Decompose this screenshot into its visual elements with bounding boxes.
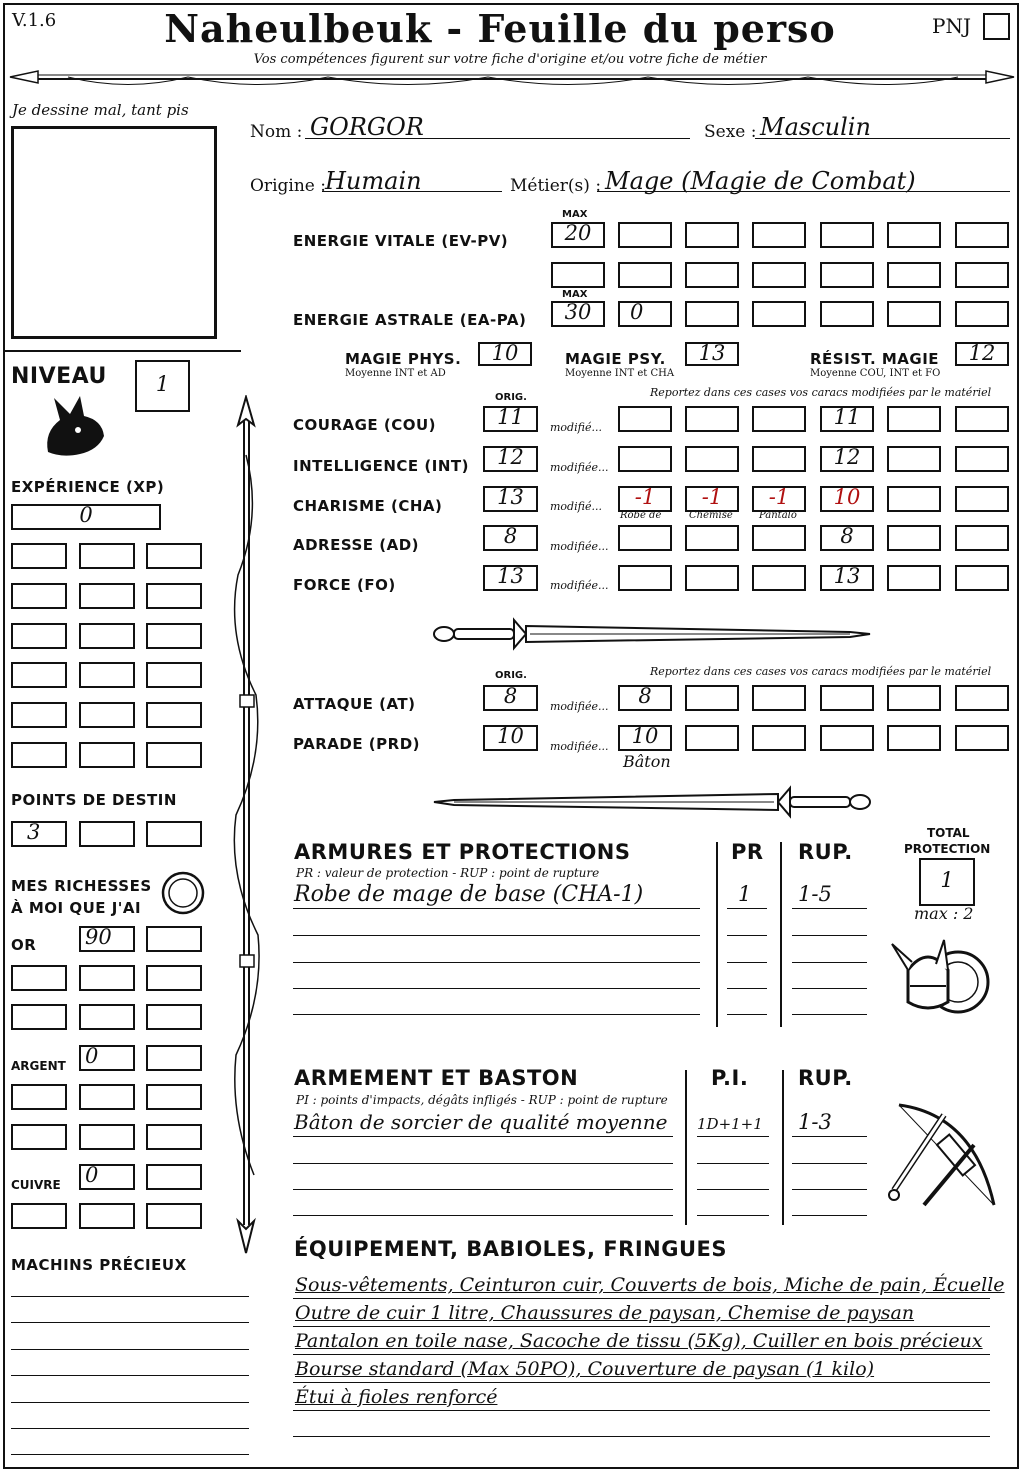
magie-psy-note: Moyenne INT et CHA xyxy=(565,368,675,379)
stat-mod-box[interactable] xyxy=(955,565,1009,591)
stat-orig-fo[interactable]: 13 xyxy=(483,565,538,591)
cha-mod-chemise[interactable]: -1 xyxy=(685,486,739,512)
dragon-head-icon xyxy=(40,392,110,462)
page-title: Naheulbeuk - Feuille du perso xyxy=(164,6,836,51)
equipment-rule xyxy=(293,1382,990,1383)
xp-grid-box[interactable] xyxy=(146,662,202,688)
stat-orig-cha[interactable]: 13 xyxy=(483,486,538,512)
at-mod-box[interactable] xyxy=(752,685,806,711)
destin-box[interactable] xyxy=(79,821,135,847)
armor-line xyxy=(792,988,867,989)
armor-item[interactable]: Robe de mage de base (CHA-1) xyxy=(294,882,644,907)
stat-mod-label: modifié... xyxy=(550,500,602,513)
resist-magie-label: RÉSIST. MAGIE xyxy=(810,350,940,368)
ev-box[interactable] xyxy=(685,222,739,248)
cuivre-box[interactable] xyxy=(146,1164,202,1190)
equipment-line[interactable]: Outre de cuir 1 litre, Chaussures de paysan, Chemise de paysan xyxy=(295,1302,915,1324)
stat-mod-box[interactable] xyxy=(887,565,941,591)
metier-label: Métier(s) : xyxy=(510,176,602,196)
ea-max-box[interactable]: 30 xyxy=(551,301,605,327)
machins-line xyxy=(11,1375,249,1376)
ea-box[interactable] xyxy=(820,301,874,327)
stat-label-fo: FORCE (FO) xyxy=(293,576,396,594)
cuivre-box[interactable]: 0 xyxy=(79,1164,135,1190)
armor-line xyxy=(727,1014,767,1015)
total-protection-label: TOTAL xyxy=(927,826,970,840)
weapons-line xyxy=(293,1136,673,1137)
at-orig-box[interactable]: 8 xyxy=(483,685,538,711)
weapons-line xyxy=(697,1136,769,1137)
cuivre-box[interactable] xyxy=(11,1203,67,1229)
cha-mod-note: Pantalo xyxy=(759,510,797,521)
total-protection-label: PROTECTION xyxy=(904,842,991,856)
stat-mod-box[interactable] xyxy=(685,525,739,551)
equipment-line[interactable]: Pantalon en toile nase, Sacoche de tissu (5Kg), Cuiller en bois précieux xyxy=(295,1330,983,1352)
weapons-item[interactable]: Bâton de sorcier de qualité moyenne xyxy=(294,1110,668,1134)
destin-box[interactable]: 3 xyxy=(11,821,67,847)
nom-field[interactable]: GORGOR xyxy=(310,113,424,141)
argent-box[interactable] xyxy=(79,1124,135,1150)
ea-box[interactable] xyxy=(752,301,806,327)
equipment-rule xyxy=(293,1298,990,1299)
xp-grid-box[interactable] xyxy=(79,583,135,609)
xp-grid-box[interactable] xyxy=(11,583,67,609)
prd-final-box[interactable]: 10 xyxy=(618,725,672,751)
ea-label: ENERGIE ASTRALE (EA-PA) xyxy=(293,311,527,329)
stat-orig-ad[interactable]: 8 xyxy=(483,525,538,551)
magie-psy-box[interactable]: 13 xyxy=(685,342,739,366)
armor-item-pr[interactable]: 1 xyxy=(738,882,752,906)
armor-divider xyxy=(716,842,718,1027)
stat-label-int: INTELLIGENCE (INT) xyxy=(293,457,469,475)
equipment-rule xyxy=(293,1436,990,1437)
stat-mod-box[interactable] xyxy=(955,486,1009,512)
at-label: ATTAQUE (AT) xyxy=(293,695,416,713)
stat-final-ad[interactable]: 8 xyxy=(820,525,874,551)
ev-box[interactable] xyxy=(887,262,941,288)
stat-mod-box[interactable] xyxy=(955,446,1009,472)
prd-mod-box[interactable] xyxy=(955,725,1009,751)
ev-box[interactable] xyxy=(820,262,874,288)
cha-mod-note: Robe de xyxy=(620,510,662,521)
ev-box[interactable] xyxy=(752,222,806,248)
equipment-line[interactable]: Sous-vêtements, Ceinturon cuir, Couverts de bois, Miche de pain, Écuelle xyxy=(295,1274,1005,1296)
magie-phys-box[interactable]: 10 xyxy=(478,342,532,366)
magie-phys-note: Moyenne INT et AD xyxy=(345,368,446,379)
machins-line xyxy=(11,1296,249,1297)
staff-icon xyxy=(224,395,268,1255)
weapons-line xyxy=(792,1136,867,1137)
armor-divider xyxy=(780,842,782,1027)
stat-mod-box[interactable] xyxy=(618,565,672,591)
magie-phys-label: MAGIE PHYS. xyxy=(345,350,462,368)
total-protection-max: max : 2 xyxy=(914,904,974,923)
stat-mod-box[interactable] xyxy=(752,565,806,591)
sexe-label: Sexe : xyxy=(704,122,757,142)
origine-label: Origine : xyxy=(250,176,326,196)
equipment-rule xyxy=(293,1354,990,1355)
ev-label: ENERGIE VITALE (EV-PV) xyxy=(293,232,509,250)
armor-line xyxy=(792,935,867,936)
weapons-line xyxy=(697,1189,769,1190)
argent-box[interactable] xyxy=(79,1084,135,1110)
armor-line xyxy=(727,962,767,963)
helmet-shield-icon xyxy=(888,930,996,1030)
at-mod-label: modifiée... xyxy=(550,700,609,713)
spear-divider-icon xyxy=(8,64,1016,94)
xp-box[interactable]: 0 xyxy=(11,504,161,530)
resist-magie-note: Moyenne COU, INT et FO xyxy=(810,368,941,379)
cha-mod-pantalon[interactable]: -1 xyxy=(752,486,806,512)
argent-box[interactable] xyxy=(146,1124,202,1150)
or-label: OR xyxy=(11,936,37,954)
prd-mod-box[interactable] xyxy=(752,725,806,751)
left-divider xyxy=(3,350,241,352)
stat-orig-cou[interactable]: 11 xyxy=(483,406,538,432)
stat-mod-box[interactable] xyxy=(752,446,806,472)
stat-mod-box[interactable] xyxy=(618,446,672,472)
prd-label: PARADE (PRD) xyxy=(293,735,421,753)
ev-box[interactable] xyxy=(618,262,672,288)
cha-mod-robe[interactable]: -1 xyxy=(618,486,672,512)
pnj-label: PNJ xyxy=(932,14,971,38)
armor-line xyxy=(792,908,867,909)
ev-box[interactable] xyxy=(820,222,874,248)
weapons-line xyxy=(792,1189,867,1190)
stat-mod-box[interactable] xyxy=(618,406,672,432)
equipment-title: ÉQUIPEMENT, BABIOLES, FRINGUES xyxy=(294,1237,727,1261)
equipment-line[interactable]: Étui à fioles renforcé xyxy=(295,1386,498,1408)
ev-max-label: MAX xyxy=(562,209,588,220)
origine-field[interactable]: Humain xyxy=(325,167,422,195)
stat-mod-box[interactable] xyxy=(887,486,941,512)
stat-label-cha: CHARISME (CHA) xyxy=(293,497,443,515)
armor-rup-header: RUP. xyxy=(798,840,853,864)
ev-box[interactable] xyxy=(955,262,1009,288)
ea-box[interactable] xyxy=(685,301,739,327)
or-box[interactable] xyxy=(79,1004,135,1030)
prd-mod-box[interactable] xyxy=(887,725,941,751)
pnj-checkbox[interactable] xyxy=(983,13,1010,40)
total-protection-box[interactable]: 1 xyxy=(919,858,975,906)
armor-pr-header: PR xyxy=(731,840,764,864)
stat-final-fo[interactable]: 13 xyxy=(820,565,874,591)
machins-line xyxy=(11,1428,249,1429)
prd-mod-box[interactable] xyxy=(685,725,739,751)
richesses-label: À MOI QUE J'AI xyxy=(11,899,142,917)
prd-orig-box[interactable]: 10 xyxy=(483,725,538,751)
armor-line xyxy=(727,935,767,936)
machins-line xyxy=(11,1402,249,1403)
argent-box[interactable]: 0 xyxy=(79,1045,135,1071)
page-subtitle: Vos compétences figurent sur votre fiche d'origine et/ou votre fiche de métier xyxy=(253,52,767,67)
cuivre-box[interactable] xyxy=(146,1203,202,1229)
stat-mod-box[interactable] xyxy=(752,406,806,432)
orig-label: ORIG. xyxy=(495,670,527,681)
stat-mod-box[interactable] xyxy=(685,446,739,472)
ea-box[interactable] xyxy=(887,301,941,327)
orig-label: ORIG. xyxy=(495,392,527,403)
stat-final-cou[interactable]: 11 xyxy=(820,406,874,432)
ev-box[interactable] xyxy=(551,262,605,288)
report-note: Reportez dans ces cases vos caracs modifiées par le matériel xyxy=(650,386,992,399)
equipment-line[interactable]: Bourse standard (Max 50PO), Couverture de paysan (1 kilo) xyxy=(295,1358,875,1380)
stat-label-ad: ADRESSE (AD) xyxy=(293,536,420,554)
weapons-line xyxy=(792,1163,867,1164)
ev-box[interactable] xyxy=(685,262,739,288)
weapons-title: ARMEMENT ET BASTON xyxy=(294,1066,579,1090)
weapons-item-rup[interactable]: 1-3 xyxy=(798,1110,832,1134)
stat-mod-box[interactable] xyxy=(685,406,739,432)
xp-grid-box[interactable] xyxy=(79,662,135,688)
weapons-item-pi[interactable]: 1D+1+1 xyxy=(697,1115,763,1133)
or-box[interactable]: 90 xyxy=(79,926,135,952)
stat-mod-box[interactable] xyxy=(685,565,739,591)
machins-label: MACHINS PRÉCIEUX xyxy=(11,1256,187,1274)
armor-line xyxy=(293,988,700,989)
ev-box[interactable] xyxy=(618,222,672,248)
weapons-line xyxy=(697,1215,769,1216)
at-mod-box[interactable] xyxy=(685,685,739,711)
equipment-rule xyxy=(293,1410,990,1411)
stat-mod-box[interactable] xyxy=(752,525,806,551)
prd-mod-label: modifiée... xyxy=(550,740,609,753)
armor-title: ARMURES ET PROTECTIONS xyxy=(294,840,631,864)
richesses-label: MES RICHESSES xyxy=(11,877,152,895)
stat-mod-label: modifiée... xyxy=(550,461,609,474)
stat-mod-label: modifié... xyxy=(550,421,602,434)
xp-grid-box[interactable] xyxy=(146,623,202,649)
at-mod-box[interactable] xyxy=(820,685,874,711)
machins-line xyxy=(11,1322,249,1323)
sexe-field[interactable]: Masculin xyxy=(760,113,871,141)
prd-note: Bâton xyxy=(623,752,671,771)
equipment-rule xyxy=(293,1326,990,1327)
stat-mod-box[interactable] xyxy=(887,446,941,472)
weapons-line xyxy=(293,1215,673,1216)
or-box[interactable] xyxy=(79,965,135,991)
stat-mod-box[interactable] xyxy=(955,525,1009,551)
weapons-note: PI : points d'impacts, dégâts infligés - RUP : point de rupture xyxy=(296,1093,668,1107)
nom-label: Nom : xyxy=(250,122,303,142)
or-box[interactable] xyxy=(11,1004,67,1030)
destin-label: POINTS DE DESTIN xyxy=(11,791,177,809)
weapons-divider xyxy=(685,1070,687,1225)
ev-box[interactable] xyxy=(887,222,941,248)
resist-magie-box[interactable]: 12 xyxy=(955,342,1009,366)
argent-box[interactable] xyxy=(146,1084,202,1110)
weapons-line xyxy=(293,1189,673,1190)
armor-line xyxy=(727,908,767,909)
or-box[interactable] xyxy=(146,926,202,952)
xp-grid-box[interactable] xyxy=(146,742,202,768)
cha-mod-note: Chemise xyxy=(689,510,733,521)
at-mod-box[interactable] xyxy=(887,685,941,711)
magie-psy-label: MAGIE PSY. xyxy=(565,350,666,368)
xp-grid-box[interactable] xyxy=(11,543,67,569)
armor-note: PR : valeur de protection - RUP : point de rupture xyxy=(296,866,600,880)
xp-grid-box[interactable] xyxy=(11,742,67,768)
ev-box[interactable] xyxy=(955,222,1009,248)
crossed-weapons-icon xyxy=(884,1095,1004,1215)
stat-mod-label: modifiée... xyxy=(550,579,609,592)
ea-box[interactable] xyxy=(955,301,1009,327)
machins-line xyxy=(11,1454,249,1455)
weapons-divider xyxy=(782,1070,784,1225)
portrait-caption: Je dessine mal, tant pis xyxy=(12,101,189,119)
argent-box[interactable] xyxy=(146,1045,202,1071)
armor-line xyxy=(792,1014,867,1015)
argent-box[interactable] xyxy=(11,1084,67,1110)
armor-line xyxy=(293,962,700,963)
stat-mod-box[interactable] xyxy=(887,406,941,432)
stat-final-int[interactable]: 12 xyxy=(820,446,874,472)
xp-grid-box[interactable] xyxy=(11,662,67,688)
armor-line xyxy=(792,962,867,963)
xp-grid-box[interactable] xyxy=(146,583,202,609)
at-mod-box[interactable] xyxy=(955,685,1009,711)
ea-max-label: MAX xyxy=(562,289,588,300)
weapons-pi-header: P.I. xyxy=(711,1066,749,1090)
xp-grid-box[interactable] xyxy=(11,623,67,649)
ea-current-box[interactable]: 0 xyxy=(618,301,672,327)
stat-mod-label: modifiée... xyxy=(550,540,609,553)
stat-mod-box[interactable] xyxy=(955,406,1009,432)
weapons-line xyxy=(293,1163,673,1164)
cuivre-label: CUIVRE xyxy=(11,1178,61,1192)
machins-line xyxy=(11,1349,249,1350)
armor-line xyxy=(727,988,767,989)
weapons-line xyxy=(792,1215,867,1216)
xp-grid-box[interactable] xyxy=(79,742,135,768)
xp-grid-box[interactable] xyxy=(146,543,202,569)
sword-icon xyxy=(430,778,875,826)
stat-mod-box[interactable] xyxy=(618,525,672,551)
portrait-box[interactable] xyxy=(11,126,217,339)
xp-grid-box[interactable] xyxy=(79,702,135,728)
ev-max-box[interactable]: 20 xyxy=(551,222,605,248)
xp-label: EXPÉRIENCE (XP) xyxy=(11,478,165,496)
at-final-box[interactable]: 8 xyxy=(618,685,672,711)
niveau-label: NIVEAU xyxy=(11,364,107,389)
sword-icon xyxy=(430,610,875,658)
metier-field[interactable]: Mage (Magie de Combat) xyxy=(605,167,916,195)
ev-box[interactable] xyxy=(752,262,806,288)
niveau-box[interactable]: 1 xyxy=(135,360,190,412)
armor-item-rup[interactable]: 1-5 xyxy=(798,882,832,906)
prd-mod-box[interactable] xyxy=(820,725,874,751)
xp-grid-box[interactable] xyxy=(79,543,135,569)
report-note: Reportez dans ces cases vos caracs modifiées par le matériel xyxy=(650,665,992,678)
stat-orig-int[interactable]: 12 xyxy=(483,446,538,472)
weapons-rup-header: RUP. xyxy=(798,1066,853,1090)
armor-line xyxy=(293,935,700,936)
weapons-line xyxy=(697,1163,769,1164)
version-label: V.1.6 xyxy=(12,10,57,31)
stat-label-cou: COURAGE (COU) xyxy=(293,416,437,434)
coin-icon xyxy=(160,870,206,916)
or-box[interactable] xyxy=(146,1004,202,1030)
armor-line xyxy=(293,908,700,909)
xp-grid-box[interactable] xyxy=(79,623,135,649)
or-box[interactable] xyxy=(146,965,202,991)
stat-final-cha[interactable]: 10 xyxy=(820,486,874,512)
argent-label: ARGENT xyxy=(11,1059,66,1073)
armor-line xyxy=(293,1014,700,1015)
destin-box[interactable] xyxy=(146,821,202,847)
cuivre-box[interactable] xyxy=(79,1203,135,1229)
xp-grid-box[interactable] xyxy=(146,702,202,728)
argent-box[interactable] xyxy=(11,1124,67,1150)
or-box[interactable] xyxy=(11,965,67,991)
stat-mod-box[interactable] xyxy=(887,525,941,551)
xp-grid-box[interactable] xyxy=(11,702,67,728)
